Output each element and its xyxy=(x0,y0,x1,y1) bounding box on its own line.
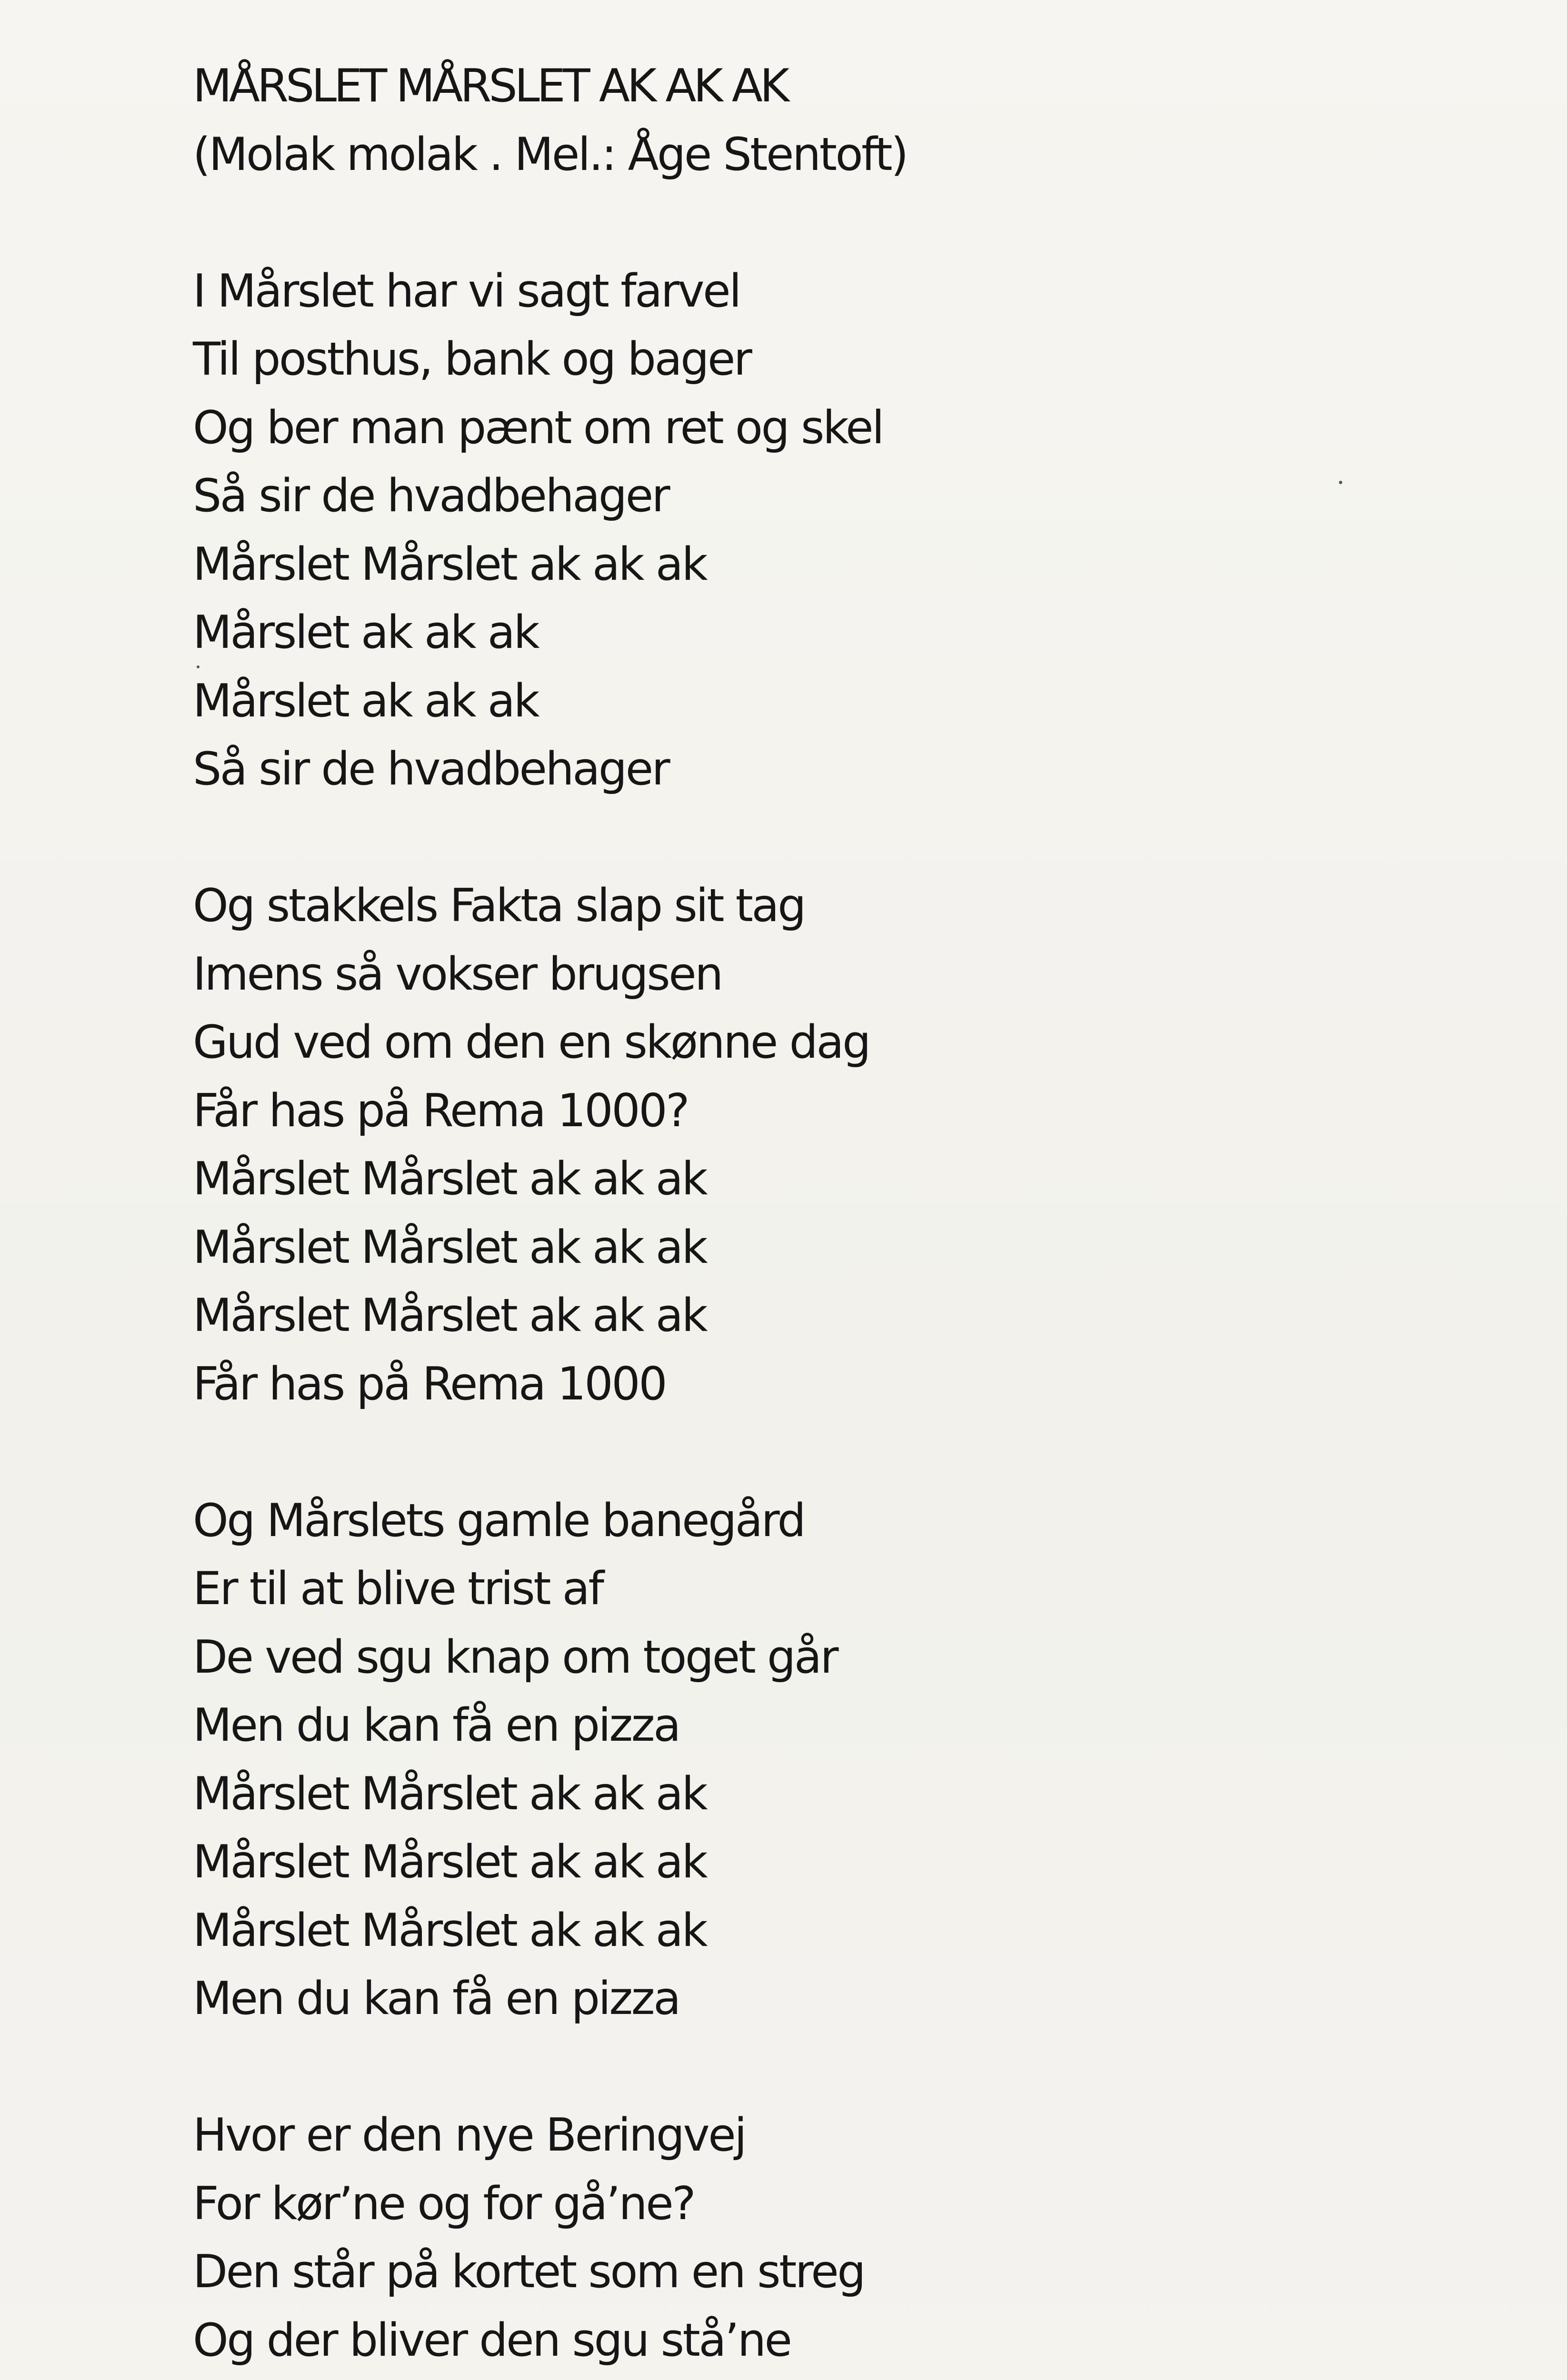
verse-2 xyxy=(193,872,1383,1418)
stanza-gap xyxy=(193,804,1383,873)
verse-line xyxy=(193,2375,1383,2380)
verse-line: Gud ved om den en skønne dag xyxy=(193,1016,869,1069)
verse-line: Og Mårslets gamle banegård xyxy=(193,1494,805,1547)
verse-line: I Mårslet har vi sagt farvel xyxy=(193,265,740,317)
stanza-gap xyxy=(193,1418,1383,1487)
verse-line: Mårslet ak ak ak xyxy=(193,606,539,659)
verse-line: Får has på Rema 1000 xyxy=(193,1358,666,1410)
verse-line: Mårslet Mårslet ak ak ak xyxy=(193,1836,707,1888)
verse-4 xyxy=(193,2102,1383,2380)
verse-line: Men du kan få en pizza xyxy=(193,1699,679,1752)
verse-line: Er til at blive trist af xyxy=(193,1563,603,1615)
verse-1 xyxy=(193,258,1383,804)
stanza-gap xyxy=(193,2033,1383,2102)
verse-line: Så sir de hvadbehager xyxy=(193,470,669,522)
verse-line: Får has på Rema 1000? xyxy=(193,1084,689,1137)
verse-line: Og ber man pænt om ret og skel xyxy=(193,401,883,454)
verse-line: Mårslet ak ak ak xyxy=(193,674,539,727)
verse-line: Mårslet Mårslet ak ak ak xyxy=(193,1221,707,1274)
verse-line: Mårslet Mårslet ak ak ak xyxy=(193,1289,707,1342)
verse-line: Den står på kortet som en streg xyxy=(193,2246,865,2298)
song-title: MÅRSLET MÅRSLET AK AK AK xyxy=(193,60,787,112)
verse-line: Imens så vokser brugsen xyxy=(193,948,722,1001)
verse-line: De ved sgu knap om toget går xyxy=(193,1631,838,1684)
lyrics-text xyxy=(193,52,1383,2380)
verse-line: Mårslet Mårslet ak ak ak xyxy=(193,1767,707,1820)
verse-line: Mårslet Mårslet ak ak ak xyxy=(193,538,707,591)
verse-line: Og stakkels Fakta slap sit tag xyxy=(193,880,805,932)
verse-line: For kør’ne og for gå’ne? xyxy=(193,2177,695,2230)
verse-line: Men du kan få en pizza xyxy=(193,1973,679,2025)
verse-line: Og der bliver den sgu stå’ne xyxy=(193,2314,791,2367)
verse-line: Til posthus, bank og bager xyxy=(193,333,751,386)
song-subtitle: (Molak molak . Mel.: Åge Stentoft) xyxy=(193,128,907,181)
verse-line: Mårslet Mårslet ak ak ak xyxy=(193,1904,707,1957)
verse-line: Så sir de hvadbehager xyxy=(193,743,669,795)
stanza-gap xyxy=(193,189,1383,258)
verse-line: Hvor er den nye Beringvej xyxy=(193,2109,746,2162)
verse-3 xyxy=(193,1487,1383,2033)
verse-line: Mårslet Mårslet ak ak ak xyxy=(193,1153,707,1205)
